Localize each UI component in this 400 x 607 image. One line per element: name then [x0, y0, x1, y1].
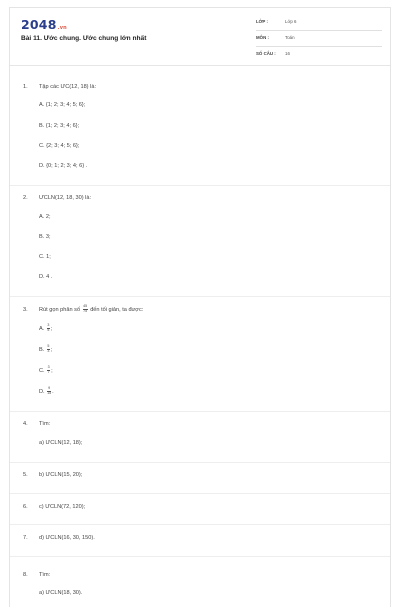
question-number: 8. — [23, 572, 28, 578]
question-text: Tập các ƯC(12, 18) là: — [39, 84, 97, 90]
meta-row-count — [256, 49, 382, 62]
sub-question: a) ƯCLN(18, 30). — [39, 590, 83, 596]
question-number: 7. — [23, 535, 28, 541]
option-a[interactable]: A. 2; — [39, 214, 51, 220]
option-b[interactable]: B. {1; 2; 3; 4; 6}; — [39, 123, 80, 129]
question-separator — [10, 462, 390, 463]
question-text: ƯCLN(12, 18, 30) là: — [39, 195, 92, 201]
meta-row-subject — [256, 33, 382, 47]
fraction: $\frac{45}{75}$ — [83, 304, 88, 313]
option-b[interactable]: B. $\frac{5}{3}$ ; — [39, 344, 53, 353]
question-number: 1. — [23, 84, 28, 90]
fraction: $\frac{3}{5}$ — [47, 323, 50, 332]
option-a[interactable]: A. {1; 2; 3; 4; 5; 6}; — [39, 102, 86, 108]
document-title: Bài 11. Ước chung. Ước chung lớn nhất — [21, 35, 147, 42]
meta-info — [256, 17, 382, 64]
meta-value: 16 — [285, 51, 290, 56]
question-text: d) ƯCLN(16, 30, 150). — [39, 535, 95, 541]
question-separator — [10, 411, 390, 412]
question-number: 4. — [23, 421, 28, 427]
meta-label: MÔN : — [256, 35, 269, 40]
option-c[interactable]: C. $\frac{3}{7}$ ; — [39, 365, 53, 374]
option-d[interactable]: D. $\frac{9}{15}$ . — [39, 386, 54, 395]
worksheet-page — [9, 7, 391, 607]
worksheet-header — [10, 8, 390, 64]
question-separator — [10, 296, 390, 297]
sub-question: a) ƯCLN(12, 18); — [39, 440, 83, 446]
option-d[interactable]: D. {0; 1; 2; 3; 4; 6} . — [39, 163, 88, 169]
question-separator — [10, 493, 390, 494]
meta-value: Lớp 6 — [285, 19, 297, 24]
meta-label: LỚP : — [256, 19, 268, 24]
option-a[interactable]: A. $\frac{3}{5}$ ; — [39, 323, 53, 332]
question-text: c) ƯCLN(72, 120); — [39, 504, 86, 510]
option-c[interactable]: C. 1; — [39, 254, 51, 260]
fraction: $\frac{9}{15}$ — [47, 386, 52, 395]
header-divider — [10, 65, 390, 66]
site-logo[interactable]: 2048.vn — [21, 17, 67, 32]
fraction: $\frac{5}{3}$ — [47, 344, 50, 353]
option-c[interactable]: C. {2; 3; 4; 5; 6}; — [39, 143, 80, 149]
question-number: 5. — [23, 472, 28, 478]
question-separator — [10, 524, 390, 525]
question-text: Tìm: — [39, 421, 51, 427]
meta-value: Toán — [285, 35, 295, 40]
question-text: Rút gọn phân số $\frac{45}{75}$ đến tối giản, ta được: — [39, 304, 144, 313]
question-number: 6. — [23, 504, 28, 510]
question-text: Tìm: — [39, 572, 51, 578]
question-separator — [10, 556, 390, 557]
question-number: 2. — [23, 195, 28, 201]
question-separator — [10, 185, 390, 186]
fraction: $\frac{3}{7}$ — [47, 365, 50, 374]
meta-label: SỐ CÂU : — [256, 51, 276, 56]
question-text: b) ƯCLN(15, 20); — [39, 472, 83, 478]
meta-row-grade — [256, 17, 382, 31]
question-number: 3. — [23, 307, 28, 313]
option-d[interactable]: D. 4 . — [39, 274, 53, 280]
option-b[interactable]: B. 3; — [39, 234, 51, 240]
